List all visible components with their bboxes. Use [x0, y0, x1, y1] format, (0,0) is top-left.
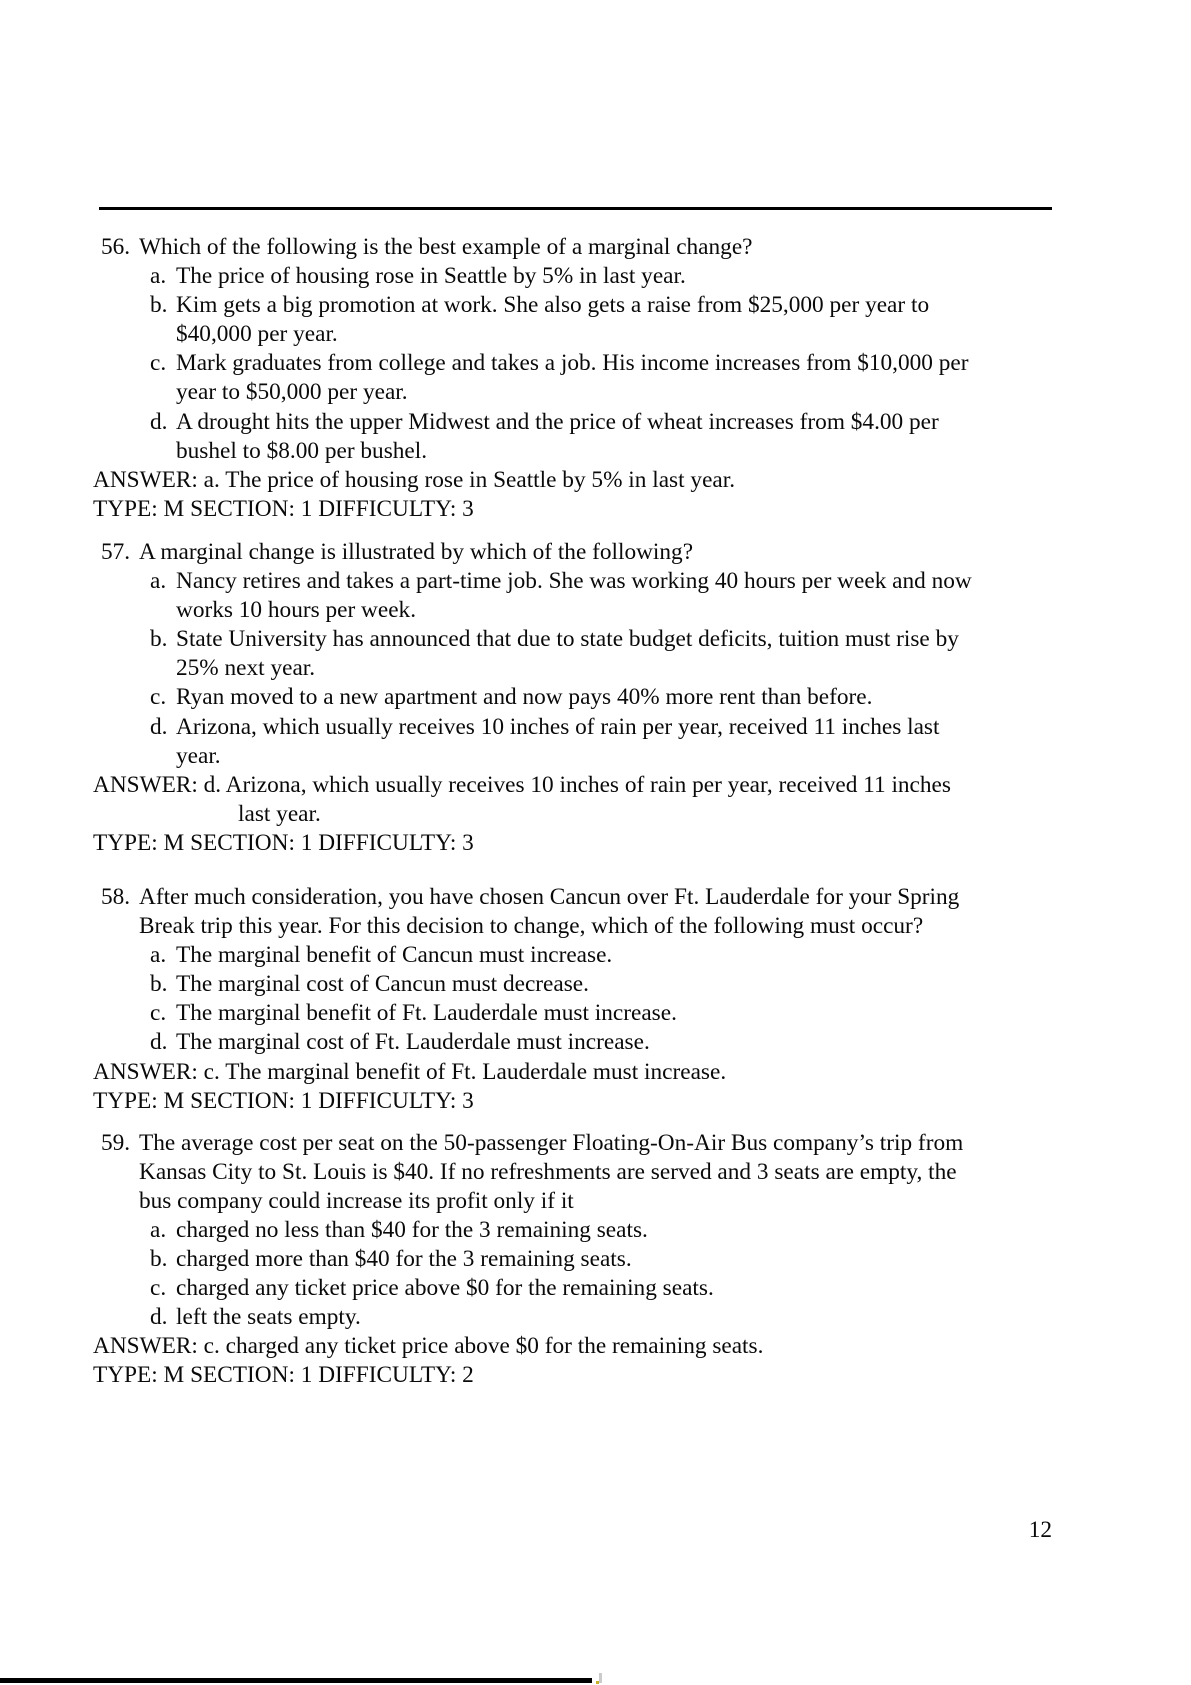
question-block — [0, 538, 1191, 858]
answer-line — [0, 466, 1191, 495]
header-rule — [99, 207, 1052, 210]
option-letter: d. — [150, 1029, 168, 1056]
type-section-difficulty-line — [0, 829, 1191, 858]
option-line — [0, 349, 1191, 378]
line-text: The marginal cost of Cancun must decrease. — [176, 971, 589, 998]
option-letter: b. — [150, 971, 168, 998]
answer-line — [0, 1332, 1191, 1361]
option-continuation-line — [0, 320, 1191, 349]
option-continuation-line — [0, 378, 1191, 407]
line-text: TYPE: M SECTION: 1 DIFFICULTY: 3 — [93, 495, 474, 522]
line-text: TYPE: M SECTION: 1 DIFFICULTY: 2 — [93, 1362, 474, 1389]
option-line — [0, 262, 1191, 291]
option-letter: c. — [150, 684, 167, 711]
option-line — [0, 1274, 1191, 1303]
option-line — [0, 683, 1191, 712]
answer-continuation-line — [0, 800, 1191, 829]
line-text: charged more than $40 for the 3 remaining seats. — [176, 1246, 632, 1273]
line-text: The marginal benefit of Cancun must increase. — [176, 942, 613, 969]
option-continuation-line — [0, 596, 1191, 625]
question-continuation-line — [0, 912, 1191, 941]
option-line — [0, 713, 1191, 742]
question-block — [0, 233, 1191, 524]
option-line — [0, 408, 1191, 437]
line-text: Kim gets a big promotion at work. She also gets a raise from $25,000 per year to — [176, 292, 930, 319]
line-text: Break trip this year. For this decision to change, which of the following must occur? — [139, 913, 924, 940]
line-text: A marginal change is illustrated by which of the following? — [139, 538, 694, 565]
option-letter: b. — [150, 626, 168, 653]
option-line — [0, 1216, 1191, 1245]
question-number: 58. — [101, 883, 131, 910]
line-text: The marginal cost of Ft. Lauderdale must increase. — [176, 1029, 650, 1056]
question-block — [0, 883, 1191, 1116]
footer-rule — [0, 1678, 592, 1683]
line-text: charged any ticket price above $0 for the remaining seats. — [176, 1275, 714, 1302]
option-continuation-line — [0, 654, 1191, 683]
question-line — [0, 538, 1191, 567]
option-line — [0, 567, 1191, 596]
option-letter: a. — [150, 942, 167, 969]
option-line — [0, 1245, 1191, 1274]
line-text: 25% next year. — [176, 655, 316, 682]
option-line — [0, 970, 1191, 999]
line-text: The marginal benefit of Ft. Lauderdale must increase. — [176, 1000, 677, 1027]
line-text: last year. — [238, 800, 321, 827]
line-text: The average cost per seat on the 50-passenger Floating-On-Air Bus company’s trip from — [139, 1129, 964, 1156]
line-text: Ryan moved to a new apartment and now pays 40% more rent than before. — [176, 684, 873, 711]
option-line — [0, 999, 1191, 1028]
option-letter: d. — [150, 1304, 168, 1331]
line-text: The price of housing rose in Seattle by 5% in last year. — [176, 263, 686, 290]
option-continuation-line — [0, 742, 1191, 771]
line-text: left the seats empty. — [176, 1304, 361, 1331]
line-text: Which of the following is the best example of a marginal change? — [139, 234, 753, 260]
option-letter: c. — [150, 350, 167, 377]
option-letter: c. — [150, 1275, 167, 1302]
option-letter: d. — [150, 408, 168, 435]
scan-artifact-dot — [596, 1681, 599, 1684]
line-text: Mark graduates from college and takes a job. His income increases from $10,000 per — [176, 350, 969, 377]
line-text: Arizona, which usually receives 10 inches of rain per year, received 11 inches last — [176, 713, 940, 740]
line-text: TYPE: M SECTION: 1 DIFFICULTY: 3 — [93, 1087, 474, 1114]
option-line — [0, 291, 1191, 320]
option-line — [0, 1028, 1191, 1057]
question-block — [0, 1129, 1191, 1391]
option-letter: a. — [150, 1217, 167, 1243]
line-text: ANSWER: d. Arizona, which usually receives 10 inches of rain per year, received 11 inches — [93, 771, 951, 798]
type-section-difficulty-line — [0, 495, 1191, 524]
answer-line — [0, 771, 1191, 800]
line-text: $40,000 per year. — [176, 321, 338, 348]
option-letter: b. — [150, 1246, 168, 1273]
line-text: After much consideration, you have chosen Cancun over Ft. Lauderdale for your Spring — [139, 883, 960, 910]
question-number: 57. — [101, 538, 131, 565]
line-text: year to $50,000 per year. — [176, 379, 408, 406]
option-letter: d. — [150, 713, 168, 740]
line-text: TYPE: M SECTION: 1 DIFFICULTY: 3 — [93, 829, 474, 856]
line-text: ANSWER: c. The marginal benefit of Ft. Lauderdale must increase. — [93, 1058, 727, 1085]
answer-line — [0, 1058, 1191, 1087]
type-section-difficulty-line — [0, 1087, 1191, 1116]
question-number: 59. — [101, 1129, 131, 1156]
line-text: A drought hits the upper Midwest and the price of wheat increases from $4.00 per — [176, 408, 939, 435]
option-continuation-line — [0, 437, 1191, 466]
line-text: ANSWER: c. charged any ticket price above $0 for the remaining seats. — [93, 1333, 764, 1360]
option-letter: a. — [150, 263, 167, 290]
question-number: 56. — [101, 234, 131, 260]
question-continuation-line — [0, 1158, 1191, 1187]
question-line — [0, 883, 1191, 912]
line-text: State University has announced that due to state budget deficits, tuition must rise by — [176, 626, 959, 653]
question-line — [0, 233, 1191, 262]
option-letter: b. — [150, 292, 168, 319]
line-text: bus company could increase its profit only if it — [139, 1187, 574, 1214]
line-text: Kansas City to St. Louis is $40. If no refreshments are served and 3 seats are empty, the — [139, 1158, 957, 1185]
option-line — [0, 1303, 1191, 1332]
question-list — [0, 233, 1191, 1391]
line-text: year. — [176, 742, 221, 769]
question-line — [0, 1129, 1191, 1158]
line-text: charged no less than $40 for the 3 remaining seats. — [176, 1217, 648, 1243]
option-line — [0, 941, 1191, 970]
line-text: works 10 hours per week. — [176, 597, 417, 624]
line-text: Nancy retires and takes a part-time job. She was working 40 hours per week and now — [176, 568, 972, 595]
type-section-difficulty-line — [0, 1361, 1191, 1390]
page-number: 12 — [1028, 1517, 1052, 1543]
line-text: bushel to $8.00 per bushel. — [176, 437, 428, 464]
question-continuation-line — [0, 1187, 1191, 1216]
line-text: ANSWER: a. The price of housing rose in Seattle by 5% in last year. — [93, 466, 736, 493]
option-letter: a. — [150, 568, 167, 595]
option-letter: c. — [150, 1000, 167, 1027]
option-line — [0, 625, 1191, 654]
scan-artifact-mark — [599, 1673, 602, 1683]
